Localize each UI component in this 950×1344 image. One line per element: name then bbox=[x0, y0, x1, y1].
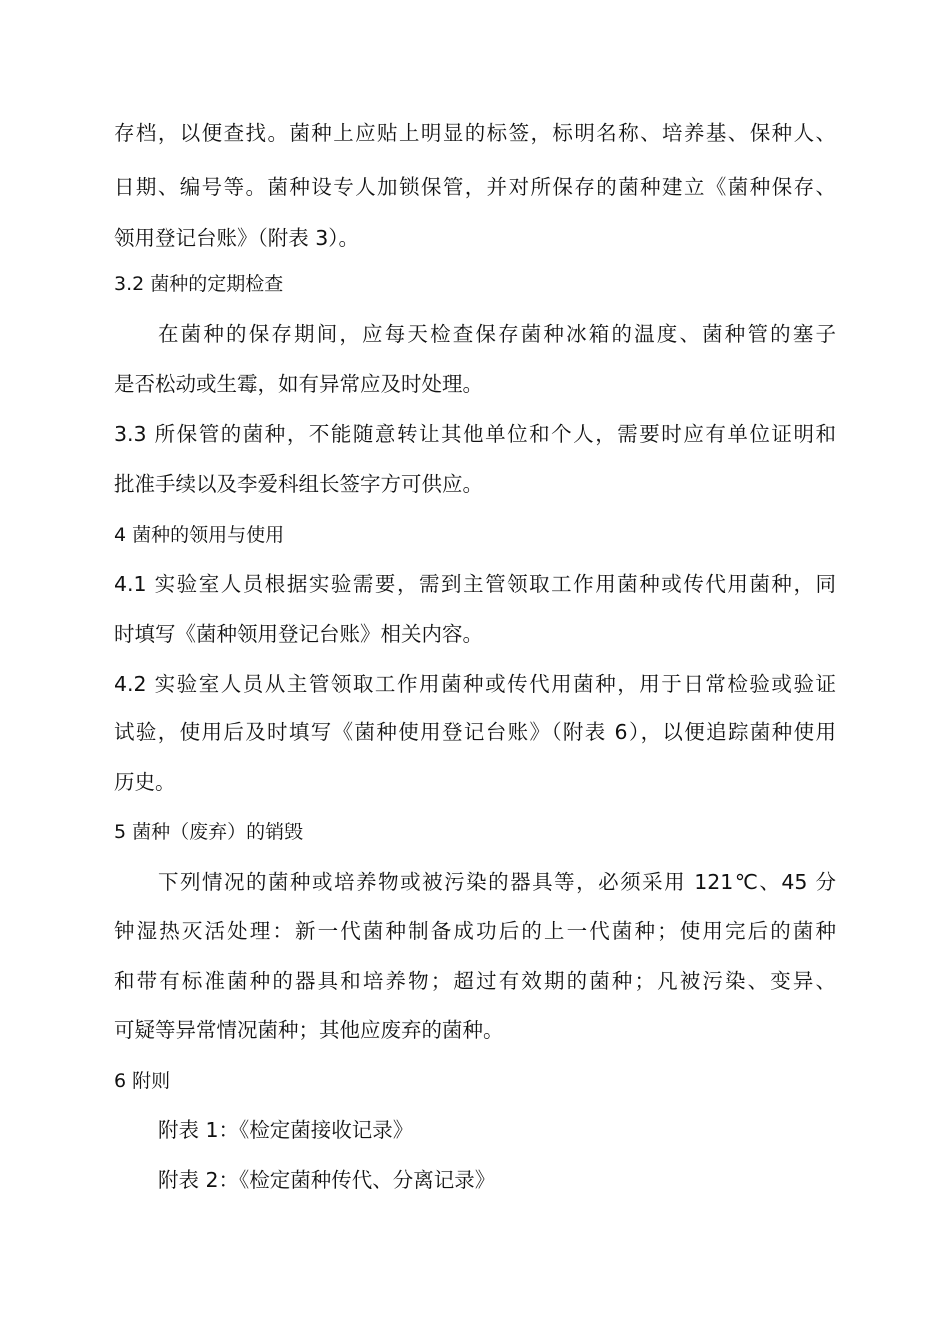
paragraph-line: 领用登记台账》（附表 3）。 bbox=[114, 226, 360, 250]
paragraph-line-4-1: 4.1 实验室人员根据实验需要，需到主管领取工作用菌种或传代用菌种，同 bbox=[114, 572, 836, 596]
paragraph-line: 是否松动或生霉，如有异常应及时处理。 bbox=[114, 372, 483, 396]
paragraph-line: 在菌种的保存期间，应每天检查保存菌种冰箱的温度、菌种管的塞子 bbox=[158, 322, 836, 346]
paragraph-line: 和带有标准菌种的器具和培养物；超过有效期的菌种；凡被污染、变异、 bbox=[114, 969, 836, 993]
section-heading-6: 6 附则 bbox=[114, 1070, 171, 1092]
paragraph-line: 可疑等异常情况菌种；其他应废弃的菌种。 bbox=[114, 1018, 504, 1042]
paragraph-line-4-2: 4.2 实验室人员从主管领取工作用菌种或传代用菌种，用于日常检验或验证 bbox=[114, 672, 836, 696]
paragraph-line: 日期、编号等。菌种设专人加锁保管，并对所保存的菌种建立《菌种保存、 bbox=[114, 175, 836, 199]
paragraph-line: 批准手续以及李爱科组长签字方可供应。 bbox=[114, 472, 483, 496]
paragraph-line-3-3: 3.3 所保管的菌种，不能随意转让其他单位和个人，需要时应有单位证明和 bbox=[114, 422, 836, 446]
section-heading-3-2: 3.2 菌种的定期检查 bbox=[114, 273, 284, 295]
paragraph-line: 钟湿热灭活处理：新一代菌种制备成功后的上一代菌种；使用完后的菌种 bbox=[114, 919, 836, 943]
section-heading-4: 4 菌种的领用与使用 bbox=[114, 524, 285, 546]
paragraph-line: 存档，以便查找。菌种上应贴上明显的标签，标明名称、培养基、保种人、 bbox=[114, 121, 836, 145]
paragraph-line: 试验，使用后及时填写《菌种使用登记台账》（附表 6），以便追踪菌种使用 bbox=[114, 720, 836, 744]
section-heading-5: 5 菌种（废弃）的销毁 bbox=[114, 821, 304, 843]
paragraph-line: 历史。 bbox=[114, 770, 176, 794]
appendix-item-2: 附表 2：《检定菌种传代、分离记录》 bbox=[158, 1168, 496, 1192]
paragraph-line: 下列情况的菌种或培养物或被污染的器具等，必须采用 121℃、45 分 bbox=[158, 870, 836, 894]
paragraph-line: 时填写《菌种领用登记台账》相关内容。 bbox=[114, 622, 483, 646]
appendix-item-1: 附表 1：《检定菌接收记录》 bbox=[158, 1118, 414, 1142]
